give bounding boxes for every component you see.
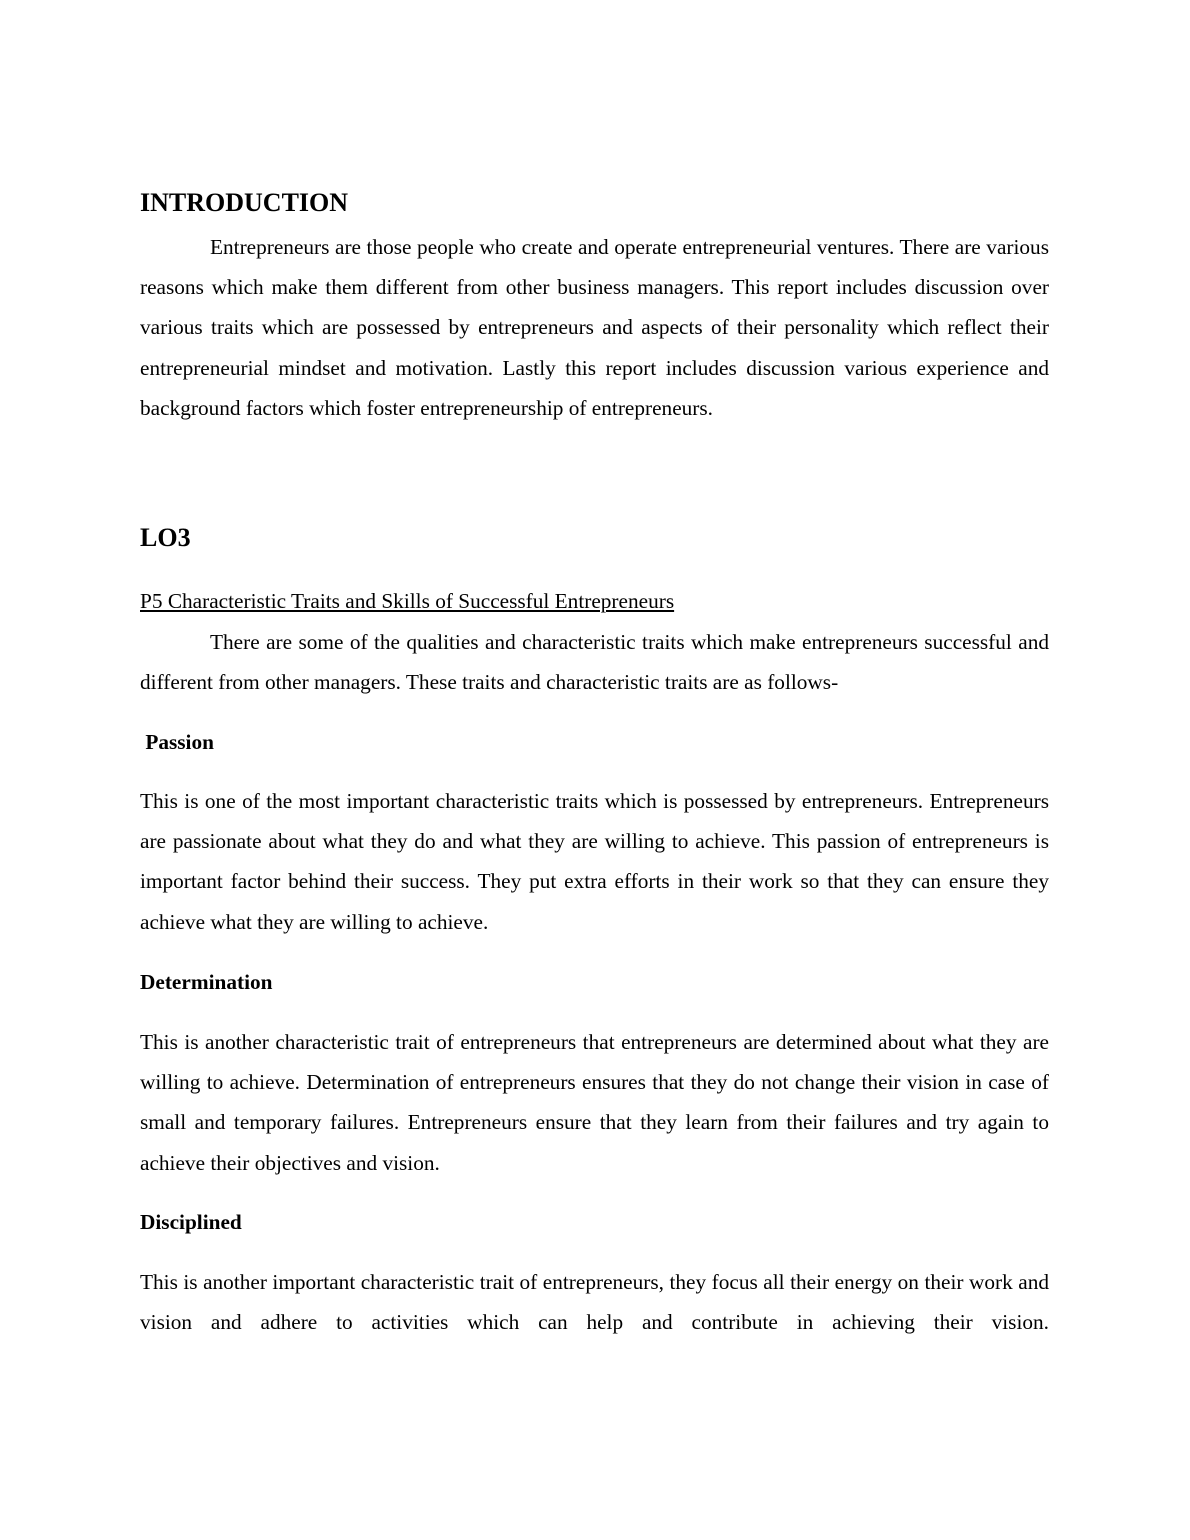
p5-intro-paragraph: There are some of the qualities and characteristic traits which make entrepreneurs successful and different from other managers. These traits and characteristic traits are as follows- (140, 630, 1049, 695)
disciplined-heading: Disciplined (140, 1210, 242, 1234)
determination-paragraph: This is another characteristic trait of entrepreneurs that entrepreneurs are determined about what they are willing to achieve. Determination of entrepreneurs ensures that they do not change their vision in case of small and temporary failures. Entrepreneurs ensure that they learn from their failures and try again to achieve their objectives and vision. (140, 1030, 1049, 1175)
p5-subheading: P5 Characteristic Traits and Skills of Successful Entrepreneurs (140, 589, 675, 613)
passion-heading: Passion (140, 730, 214, 754)
lo3-heading: LO3 (140, 523, 191, 552)
determination-heading: Determination (140, 970, 273, 994)
disciplined-paragraph: This is another important characteristic trait of entrepreneurs, they focus all their energy on their work and vision and adhere to activities which can help and contribute in achieving their vision. (140, 1270, 1049, 1335)
passion-paragraph: This is one of the most important characteristic traits which is possessed by entrepreneurs. Entrepreneurs are passionate about what they do and what they are willing to achieve. This passion of entrepreneurs is important factor behind their success. They put extra efforts in their work so that they can ensure they achieve what they are willing to achieve. (140, 789, 1049, 934)
introduction-heading: INTRODUCTION (140, 188, 349, 217)
introduction-paragraph: Entrepreneurs are those people who create and operate entrepreneurial ventures. There are various reasons which make them different from other business managers. This report includes discussion over various traits which are possessed by entrepreneurs and aspects of their personality which reflect their entrepreneurial mindset and motivation. Lastly this report includes discussion various experience and background factors which foster entrepreneurship of entrepreneurs. (140, 235, 1049, 420)
